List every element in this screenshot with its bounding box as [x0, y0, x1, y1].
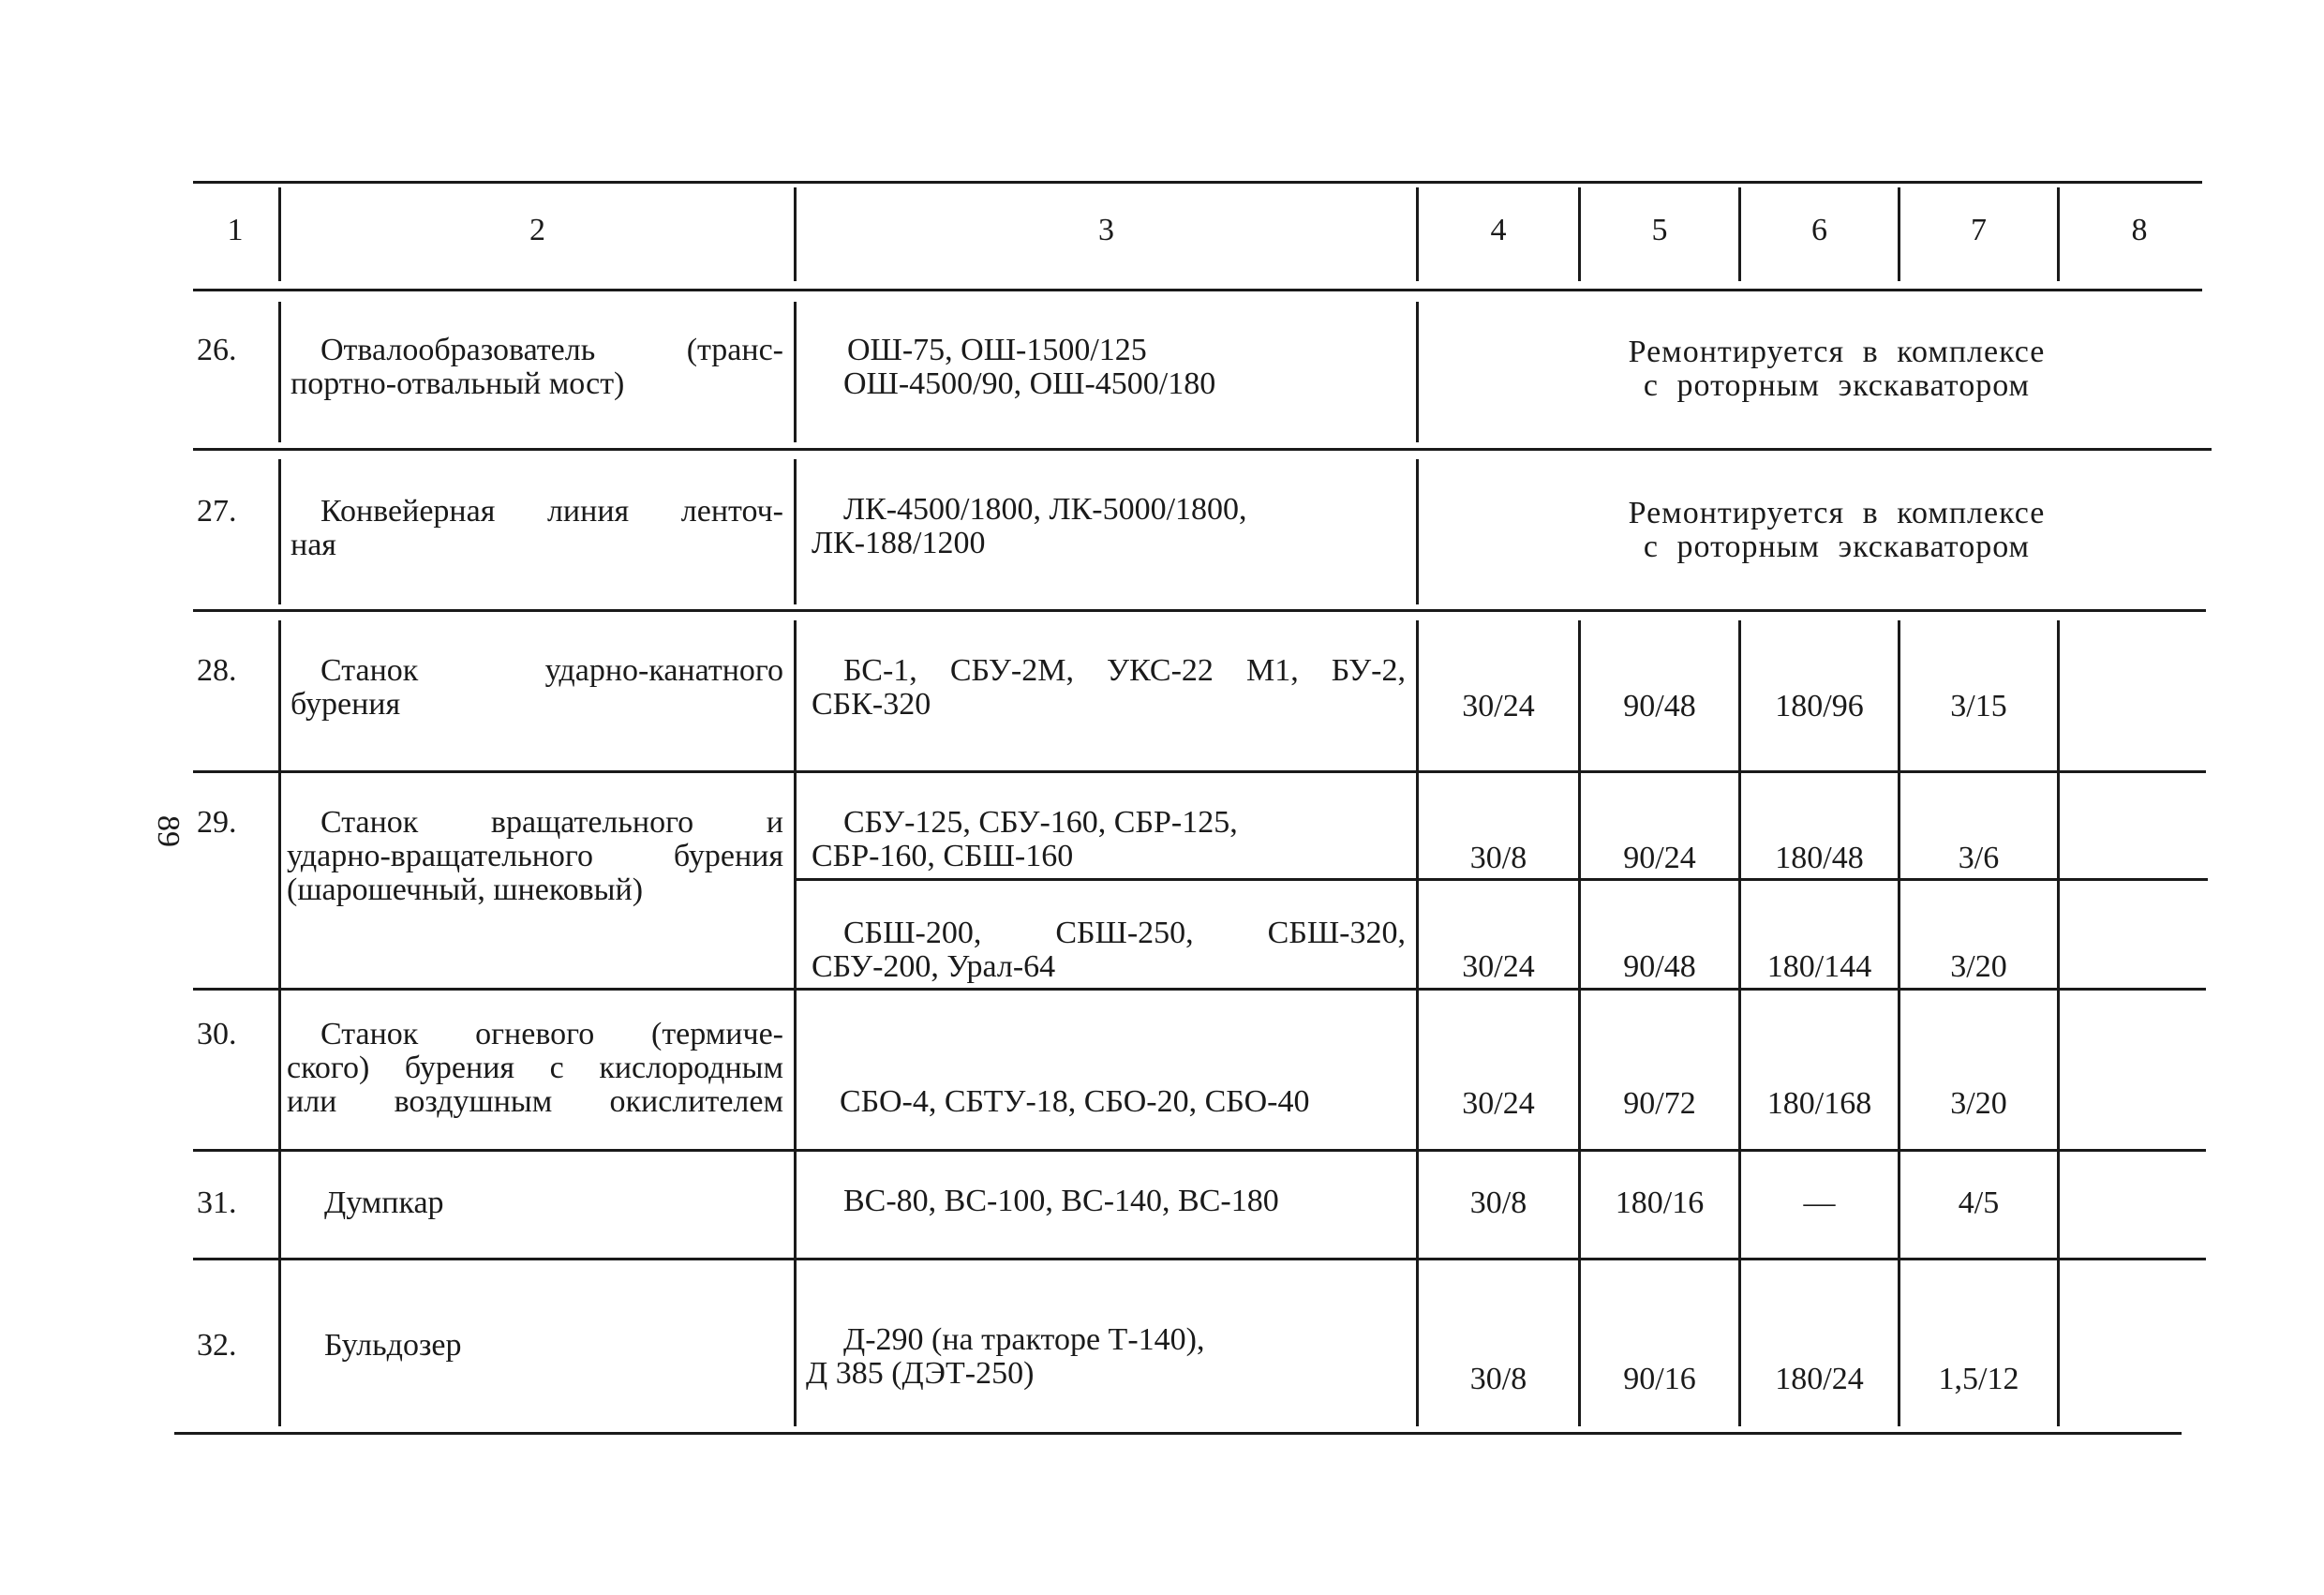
model-line: СБР-160, СБШ-160 [812, 839, 1074, 873]
row-number: 27. [197, 494, 237, 529]
cell-col4: 30/8 [1469, 841, 1527, 875]
model-line: ВС-80, ВС-100, ВС-140, ВС-180 [843, 1184, 1279, 1218]
col-divider [1416, 620, 1419, 1426]
row-number: 30. [197, 1017, 237, 1051]
cell-col7: 3/15 [1950, 689, 2007, 723]
subrow-divider [795, 878, 2208, 881]
cell-col5: 90/72 [1623, 1086, 1696, 1121]
col-divider [1898, 620, 1900, 1426]
model-line: ЛК-4500/1800, ЛК-5000/1800, [843, 492, 1247, 527]
equipment-name-line: Отвалообразователь (транс- [320, 333, 783, 367]
row-number: 31. [197, 1185, 237, 1220]
row-divider [193, 770, 2206, 773]
equipment-name-line: Конвейерная линия ленточ- [320, 494, 783, 529]
model-line: ОШ-75, ОШ-1500/125 [847, 333, 1147, 367]
header-bottom-rule [193, 289, 2202, 291]
cell-col7: 4/5 [1958, 1185, 2000, 1220]
row-divider [193, 609, 2206, 612]
cell-col6: 180/24 [1775, 1362, 1864, 1396]
cell-col7: 3/20 [1950, 949, 2007, 984]
model-line: Д 385 (ДЭТ-250) [806, 1356, 1035, 1391]
cell-col4: 30/24 [1462, 1086, 1535, 1121]
cell-col4: 30/8 [1469, 1185, 1527, 1220]
header-cell: 7 [1971, 213, 1987, 247]
equipment-name-line: (шарошечный, шнековый) [287, 872, 644, 907]
cell-col5: 90/48 [1623, 689, 1696, 723]
col-divider [1416, 302, 1419, 442]
row-number: 28. [197, 653, 237, 688]
row-divider [193, 448, 2212, 451]
cell-col5: 90/24 [1623, 841, 1696, 875]
model-line: СБШ-200, СБШ-250, СБШ-320, [843, 916, 1406, 950]
model-line: СБУ-200, Урал-64 [812, 949, 1056, 984]
equipment-name-line: или воздушным окислителем [287, 1084, 783, 1119]
repair-note-line: Ремонтируется в комплексе [1628, 496, 2046, 530]
model-line: ОШ-4500/90, ОШ-4500/180 [843, 366, 1216, 401]
cell-col4: 30/8 [1469, 1362, 1527, 1396]
table-top-rule [193, 181, 2202, 184]
equipment-name-line: Станок вращательного и [320, 805, 783, 840]
cell-col6: 180/96 [1775, 689, 1864, 723]
model-line: СБУ-125, СБУ-160, СБР-125, [843, 805, 1238, 840]
cell-col5: 180/16 [1615, 1185, 1705, 1220]
header-cell: 6 [1811, 213, 1827, 247]
col-divider [278, 302, 281, 442]
header-cell: 5 [1651, 213, 1668, 247]
cell-col6: — [1803, 1185, 1836, 1220]
col-divider [794, 620, 797, 1426]
model-line: ЛК-188/1200 [812, 526, 986, 560]
repair-note-line: Ремонтируется в комплексе [1628, 335, 2046, 369]
header-cell: 4 [1490, 213, 1507, 247]
row-divider [193, 988, 2206, 991]
row-number: 29. [197, 805, 237, 840]
col-divider [1578, 620, 1581, 1426]
col-divider [794, 302, 797, 442]
page-number: 89 [151, 815, 186, 847]
col-divider [794, 459, 797, 604]
header-cell: 3 [1098, 213, 1114, 247]
col-divider [1738, 620, 1741, 1426]
row-divider [193, 1258, 2206, 1260]
equipment-name-line: портно-отвальный мост) [290, 366, 625, 401]
row-number: 26. [197, 333, 237, 367]
model-line: СБК-320 [812, 687, 931, 722]
model-line: БС-1, СБУ-2М, УКС-22 М1, БУ-2, [843, 653, 1406, 688]
header-cell: 1 [227, 213, 244, 247]
row-number: 32. [197, 1328, 237, 1363]
cell-col6: 180/168 [1766, 1086, 1872, 1121]
equipment-name-line: ского) бурения с кислородным [287, 1051, 783, 1085]
equipment-name-line: Станок ударно-канатного [320, 653, 783, 688]
equipment-name-line: Думпкар [324, 1185, 444, 1220]
cell-col7: 3/20 [1950, 1086, 2007, 1121]
row-divider [193, 1149, 2206, 1152]
cell-col5: 90/16 [1623, 1362, 1696, 1396]
equipment-name-line: Станок огневого (термиче- [320, 1017, 783, 1051]
col-divider [278, 620, 281, 1426]
header-cell: 2 [529, 213, 545, 247]
cell-col6: 180/48 [1775, 841, 1864, 875]
cell-col7: 3/6 [1958, 841, 2000, 875]
repair-note-line: с роторным экскаватором [1643, 529, 2031, 564]
col-divider [1416, 459, 1419, 604]
cell-col7: 1,5/12 [1938, 1362, 2019, 1396]
col-divider [278, 459, 281, 604]
cell-col4: 30/24 [1462, 949, 1535, 984]
cell-col4: 30/24 [1462, 689, 1535, 723]
equipment-name-line: ударно-вращательного бурения [287, 839, 783, 873]
cell-col5: 90/48 [1623, 949, 1696, 984]
cell-col6: 180/144 [1766, 949, 1872, 984]
model-line: СБО-4, СБТУ-18, СБО-20, СБО-40 [840, 1084, 1310, 1119]
table-bottom-rule [174, 1432, 2182, 1435]
model-line: Д-290 (на тракторе Т-140), [843, 1322, 1205, 1357]
col-divider [2057, 620, 2060, 1426]
repair-note-line: с роторным экскаватором [1643, 368, 2031, 403]
header-cell: 8 [2131, 213, 2148, 247]
equipment-name-line: Бульдозер [324, 1328, 462, 1363]
equipment-name-line: бурения [290, 687, 401, 722]
equipment-name-line: ная [290, 528, 336, 562]
